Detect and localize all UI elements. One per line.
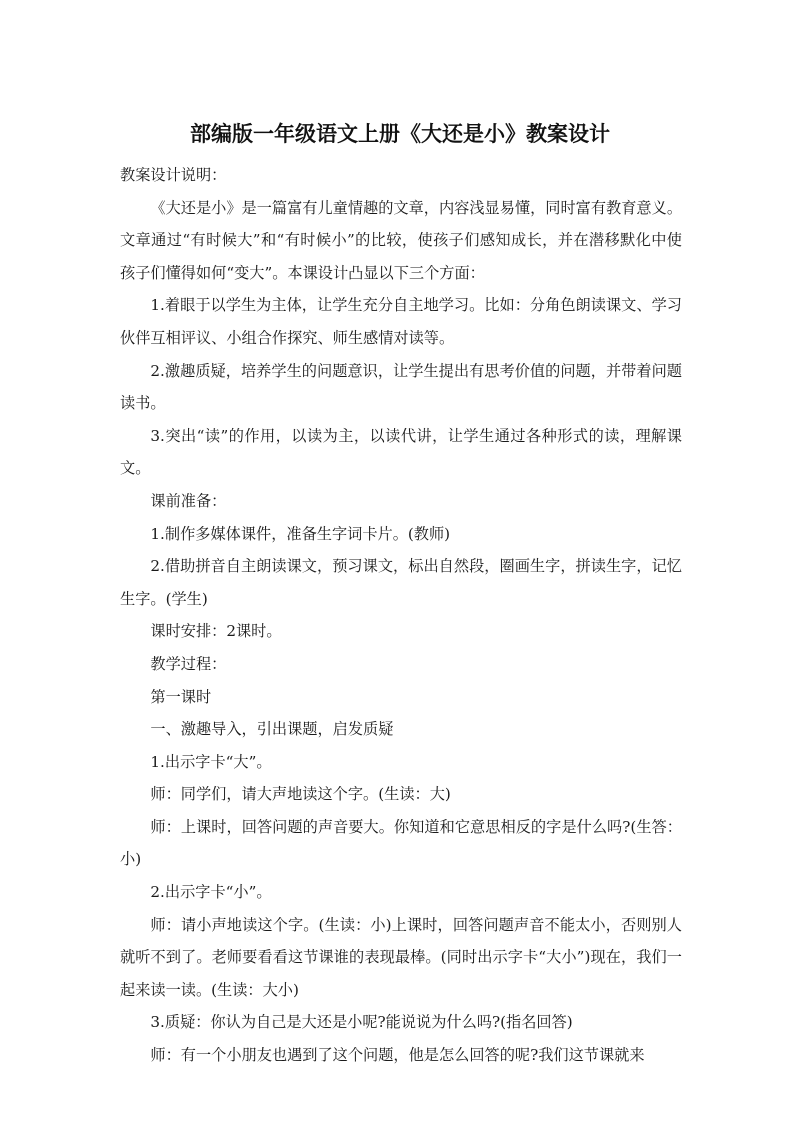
document-title: 部编版一年级语文上册《大还是小》教案设计 bbox=[190, 122, 610, 146]
paragraph: 1.出示字卡“大”。 bbox=[150, 752, 272, 771]
paragraph: 师：同学们，请大声地读这个字。(生读：大) bbox=[150, 785, 451, 804]
document-body bbox=[120, 159, 682, 1072]
paragraph: 教案设计说明： bbox=[120, 166, 227, 184]
paragraph: 3.突出“读”的作用，以读为主，以读代讲，让学生通过各种形式的读，理解课文。 bbox=[120, 426, 682, 478]
paragraph: 一、激趣导入，引出课题，启发质疑 bbox=[150, 720, 394, 739]
paragraph: 3.质疑：你认为自己是大还是小呢?能说说为什么吗?(指名回答) bbox=[150, 1013, 573, 1032]
paragraph: 1.制作多媒体课件，准备生字词卡片。(教师) bbox=[150, 524, 451, 543]
paragraph: 课时安排：2课时。 bbox=[150, 622, 282, 641]
paragraph: 2.借助拼音自主朗读课文，预习课文，标出自然段，圈画生字，拼读生字，记忆生字。(学生) bbox=[120, 557, 682, 608]
paragraph: 教学过程： bbox=[150, 654, 227, 673]
paragraph: 2.激趣质疑，培养学生的问题意识，让学生提出有思考价值的问题，并带着问题读书。 bbox=[120, 361, 682, 413]
paragraph: 1.着眼于以学生为主体，让学生充分自主地学习。比如：分角色朗读课文、学习伙伴互相评议、小组合作探究、师生感情对读等。 bbox=[120, 296, 682, 347]
paragraph: 《大还是小》是一篇富有儿童情趣的文章，内容浅显易懂，同时富有教育意义。文章通过“有时候大”和“有时候小”的比较，使孩子们感知成长，并在潜移默化中使孩子们懂得如何“变大”。本课设计凸显以下三个方面： bbox=[120, 198, 682, 282]
paragraph: 师：上课时，回答问题的声音要大。你知道和它意思相反的字是什么吗?(生答：小) bbox=[120, 817, 682, 869]
paragraph: 第一课时 bbox=[150, 687, 212, 706]
paragraph: 2.出示字卡“小”。 bbox=[150, 883, 272, 902]
paragraph: 师：请小声地读这个字。(生读：小)上课时，回答问题声音不能太小，否则别人就听不到了。老师要看看这节课谁的表现最棒。(同时出示字卡“大小”)现在，我们一起来读一读。(生读：大小) bbox=[120, 915, 682, 999]
paragraph: 师：有一个小朋友也遇到了这个问题，他是怎么回答的呢?我们这节课就来 bbox=[150, 1046, 645, 1065]
paragraph: 课前准备： bbox=[150, 491, 227, 510]
